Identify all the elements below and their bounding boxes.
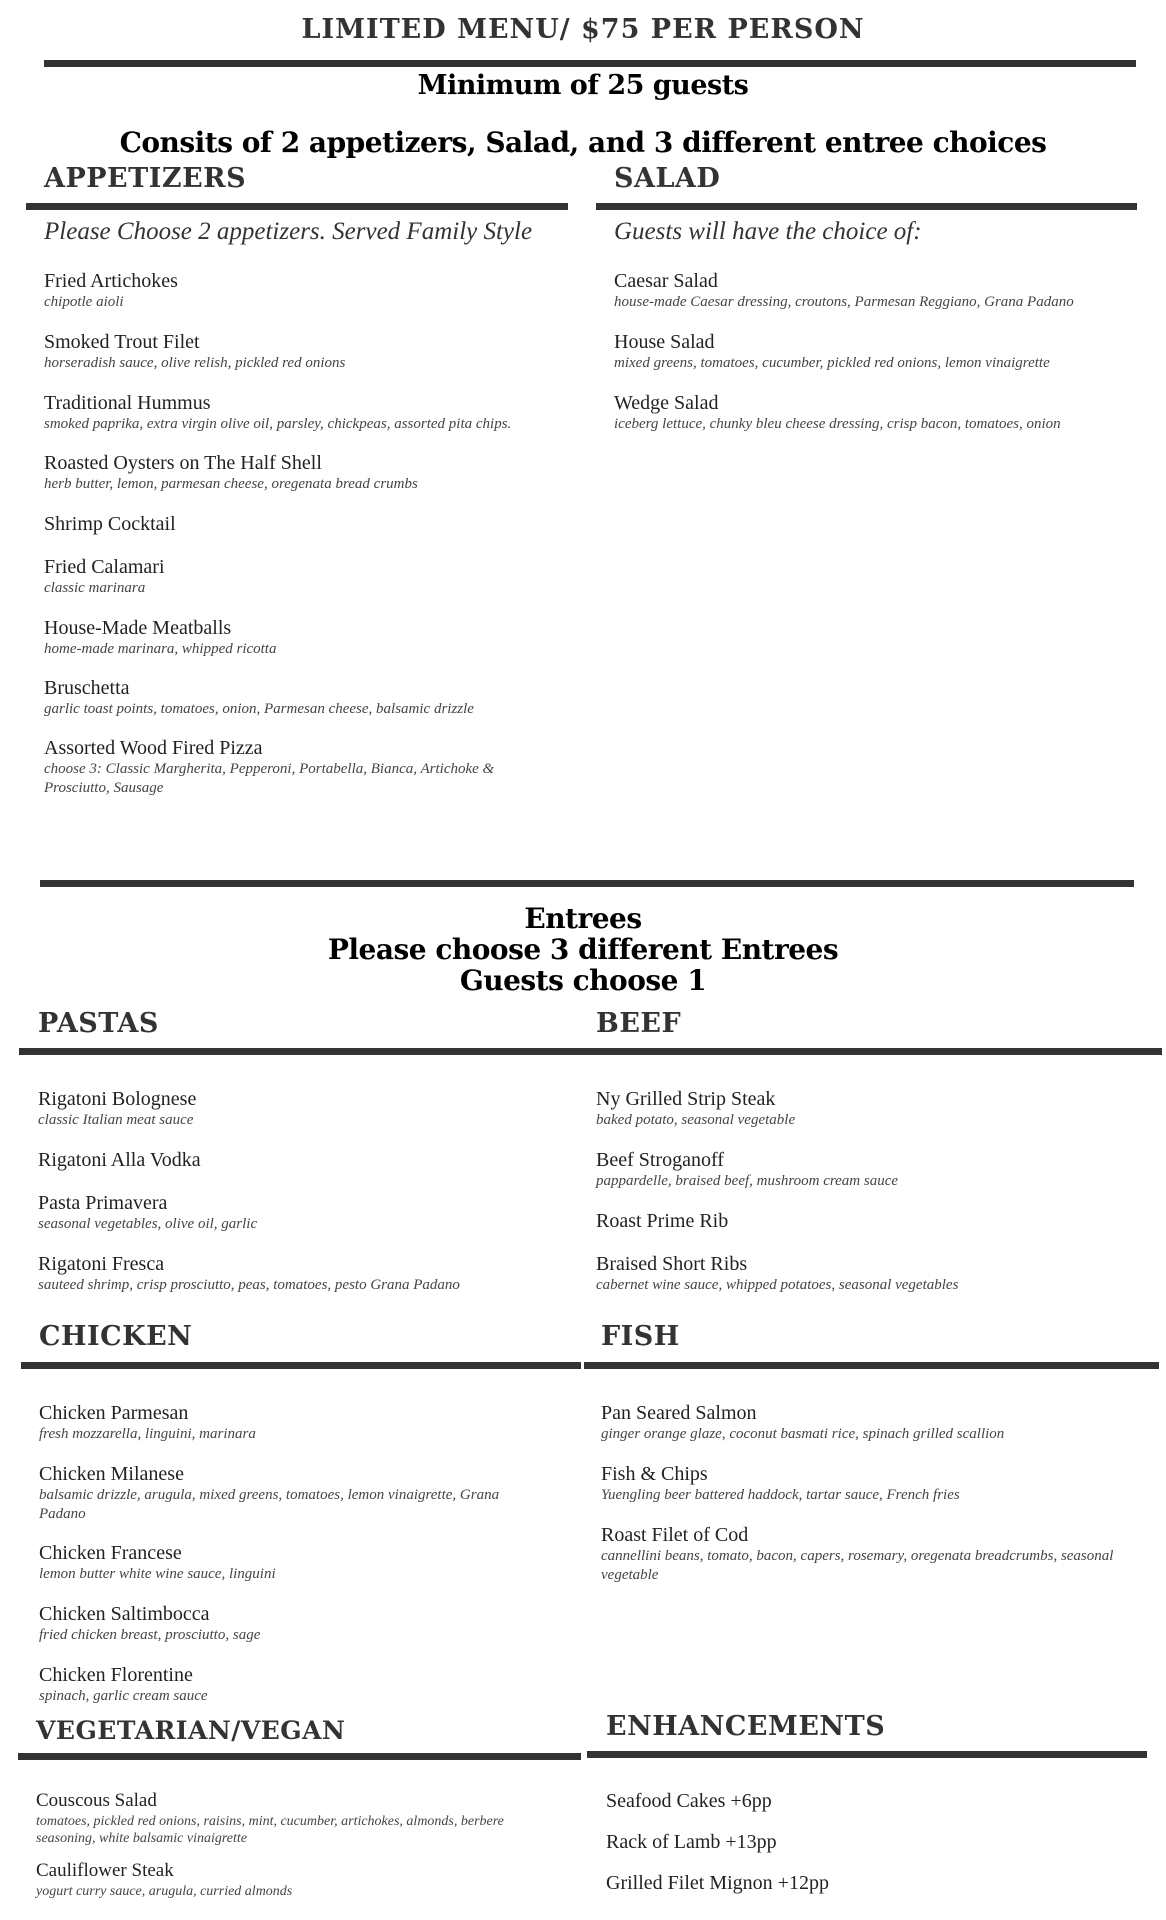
- pastas-rule: [19, 1048, 581, 1055]
- list-item: [601, 1523, 1141, 1585]
- item-name: Chicken Milanese: [39, 1463, 184, 1485]
- item-name: Chicken Francese: [39, 1542, 182, 1564]
- chicken-heading: CHICKEN: [39, 1321, 193, 1352]
- item-name: Shrimp Cocktail: [44, 513, 176, 535]
- list-item: [39, 1663, 549, 1706]
- enhancement-item: Rack of Lamb +13pp: [606, 1831, 777, 1853]
- appetizers-rule: [26, 203, 568, 210]
- list-item: [39, 1462, 539, 1524]
- fish-rule: [584, 1362, 1159, 1369]
- entrees-instruction: Please choose 3 different Entrees: [327, 933, 839, 966]
- item-name: Traditional Hummus: [44, 392, 211, 414]
- minimum-guests: Minimum of 25 guests: [417, 70, 749, 101]
- appetizers-intro: Please Choose 2 appetizers. Served Family Style: [44, 218, 533, 245]
- list-item: [44, 555, 544, 598]
- item-desc: tomatoes, pickled red onions, raisins, mint, cucumber, artichokes, almonds, berbere seasoning, white balsamic vinaigrette: [36, 1814, 504, 1846]
- item-desc: yogurt curry sauce, arugula, curried almonds: [36, 1884, 293, 1899]
- list-item: [601, 1462, 1146, 1505]
- item-desc: home-made marinara, whipped ricotta: [44, 641, 277, 657]
- list-item: [614, 330, 1144, 373]
- item-name: Smoked Trout Filet: [44, 331, 200, 353]
- item-name: Chicken Florentine: [39, 1664, 193, 1686]
- list-item: [44, 512, 544, 536]
- list-item: [36, 1789, 566, 1847]
- item-desc: mixed greens, tomatoes, cucumber, pickled red onions, lemon vinaigrette: [614, 355, 1050, 371]
- enhancement-item: Grilled Filet Mignon +12pp: [606, 1872, 829, 1894]
- chicken-rule: [21, 1362, 581, 1369]
- list-item: [44, 676, 544, 719]
- item-name: Fried Calamari: [44, 556, 165, 578]
- list-item: [596, 1252, 1146, 1295]
- item-desc: choose 3: Classic Margherita, Pepperoni, Portabella, Bianca, Artichoke & Prosciutto, Sausage: [44, 761, 495, 796]
- item-name: Beef Stroganoff: [596, 1149, 724, 1171]
- item-desc: classic Italian meat sauce: [38, 1112, 194, 1128]
- item-name: Pasta Primavera: [38, 1192, 168, 1214]
- list-item: [44, 736, 524, 798]
- item-name: Caesar Salad: [614, 270, 718, 292]
- menu-consists: Consits of 2 appetizers, Salad, and 3 different entree choices: [119, 126, 1047, 159]
- list-item: [38, 1087, 568, 1130]
- entrees-guests: Guests choose 1: [459, 964, 707, 997]
- list-item: [614, 269, 1144, 312]
- item-name: Wedge Salad: [614, 392, 719, 414]
- item-name: Fish & Chips: [601, 1463, 708, 1485]
- item-desc: balsamic drizzle, arugula, mixed greens, tomatoes, lemon vinaigrette, Grana Padano: [39, 1487, 500, 1522]
- item-name: Couscous Salad: [36, 1790, 157, 1811]
- item-desc: cabernet wine sauce, whipped potatoes, seasonal vegetables: [596, 1277, 959, 1293]
- item-name: Cauliflower Steak: [36, 1860, 174, 1881]
- list-item: [38, 1191, 568, 1234]
- list-item: [596, 1148, 1146, 1191]
- list-item: [44, 616, 544, 659]
- entrees-rule: [40, 880, 1134, 887]
- item-name: Fried Artichokes: [44, 270, 178, 292]
- item-desc: ginger orange glaze, coconut basmati rice, spinach grilled scallion: [601, 1426, 1005, 1442]
- salad-heading: SALAD: [614, 163, 721, 194]
- list-item: [596, 1087, 1146, 1130]
- list-item: [44, 391, 544, 434]
- list-item: [44, 451, 544, 494]
- list-item: [601, 1401, 1146, 1444]
- beef-heading: BEEF: [596, 1008, 682, 1039]
- item-name: Ny Grilled Strip Steak: [596, 1088, 776, 1110]
- item-desc: iceberg lettuce, chunky bleu cheese dressing, crisp bacon, tomatoes, onion: [614, 416, 1061, 432]
- item-name: Rigatoni Alla Vodka: [38, 1149, 201, 1171]
- item-desc: fried chicken breast, prosciutto, sage: [39, 1627, 261, 1643]
- item-desc: chipotle aioli: [44, 294, 124, 310]
- list-item: [39, 1602, 549, 1645]
- list-item: [38, 1148, 568, 1172]
- item-name: Braised Short Ribs: [596, 1253, 748, 1275]
- appetizers-heading: APPETIZERS: [44, 163, 247, 194]
- item-desc: Yuengling beer battered haddock, tartar sauce, French fries: [601, 1487, 960, 1503]
- item-desc: sauteed shrimp, crisp prosciutto, peas, tomatoes, pesto Grana Padano: [38, 1277, 460, 1293]
- list-item: [39, 1401, 549, 1444]
- vegetarian-heading: VEGETARIAN/VEGAN: [36, 1716, 346, 1745]
- item-name: House Salad: [614, 331, 715, 353]
- item-desc: fresh mozzarella, linguini, marinara: [39, 1426, 256, 1442]
- list-item: [596, 1209, 1146, 1233]
- item-desc: lemon butter white wine sauce, linguini: [39, 1566, 276, 1582]
- item-desc: seasonal vegetables, olive oil, garlic: [38, 1216, 258, 1232]
- enhancement-item: Seafood Cakes +6pp: [606, 1790, 772, 1812]
- entrees-title: Entrees: [524, 902, 642, 935]
- item-name: Rigatoni Bolognese: [38, 1088, 197, 1110]
- item-desc: pappardelle, braised beef, mushroom cream sauce: [596, 1173, 899, 1189]
- item-name: Roast Prime Rib: [596, 1210, 729, 1232]
- list-item: [44, 269, 544, 312]
- pastas-heading: PASTAS: [38, 1008, 159, 1039]
- item-desc: spinach, garlic cream sauce: [39, 1688, 208, 1704]
- enhancements-rule: [587, 1751, 1147, 1758]
- item-name: Assorted Wood Fired Pizza: [44, 737, 263, 759]
- item-desc: smoked paprika, extra virgin olive oil, parsley, chickpeas, assorted pita chips.: [44, 416, 512, 432]
- menu-title: LIMITED MENU/ $75 PER PERSON: [301, 14, 865, 45]
- item-name: Roasted Oysters on The Half Shell: [44, 452, 322, 474]
- item-desc: garlic toast points, tomatoes, onion, Parmesan cheese, balsamic drizzle: [44, 701, 474, 717]
- fish-heading: FISH: [601, 1321, 680, 1352]
- salad-rule: [596, 203, 1137, 210]
- list-item: [44, 330, 544, 373]
- list-item: [38, 1252, 568, 1295]
- beef-rule: [581, 1048, 1162, 1055]
- enhancements-heading: ENHANCEMENTS: [606, 1711, 886, 1742]
- vegetarian-rule: [18, 1753, 581, 1760]
- item-desc: horseradish sauce, olive relish, pickled red onions: [44, 355, 346, 371]
- item-name: Bruschetta: [44, 677, 130, 699]
- item-desc: house-made Caesar dressing, croutons, Parmesan Reggiano, Grana Padano: [614, 294, 1074, 310]
- list-item: [614, 391, 1144, 434]
- item-name: Chicken Saltimbocca: [39, 1603, 210, 1625]
- item-desc: herb butter, lemon, parmesan cheese, oregenata bread crumbs: [44, 476, 418, 492]
- item-desc: baked potato, seasonal vegetable: [596, 1112, 796, 1128]
- item-name: House-Made Meatballs: [44, 617, 232, 639]
- item-name: Pan Seared Salmon: [601, 1402, 757, 1424]
- list-item: [39, 1541, 549, 1584]
- item-name: Rigatoni Fresca: [38, 1253, 165, 1275]
- item-desc: cannellini beans, tomato, bacon, capers, rosemary, oregenata breadcrumbs, seasonal vegetable: [601, 1548, 1114, 1583]
- item-name: Roast Filet of Cod: [601, 1524, 749, 1546]
- item-name: Chicken Parmesan: [39, 1402, 189, 1424]
- list-item: [36, 1859, 566, 1900]
- item-desc: classic marinara: [44, 580, 146, 596]
- salad-intro: Guests will have the choice of:: [614, 218, 922, 245]
- header-rule: [44, 60, 1136, 67]
